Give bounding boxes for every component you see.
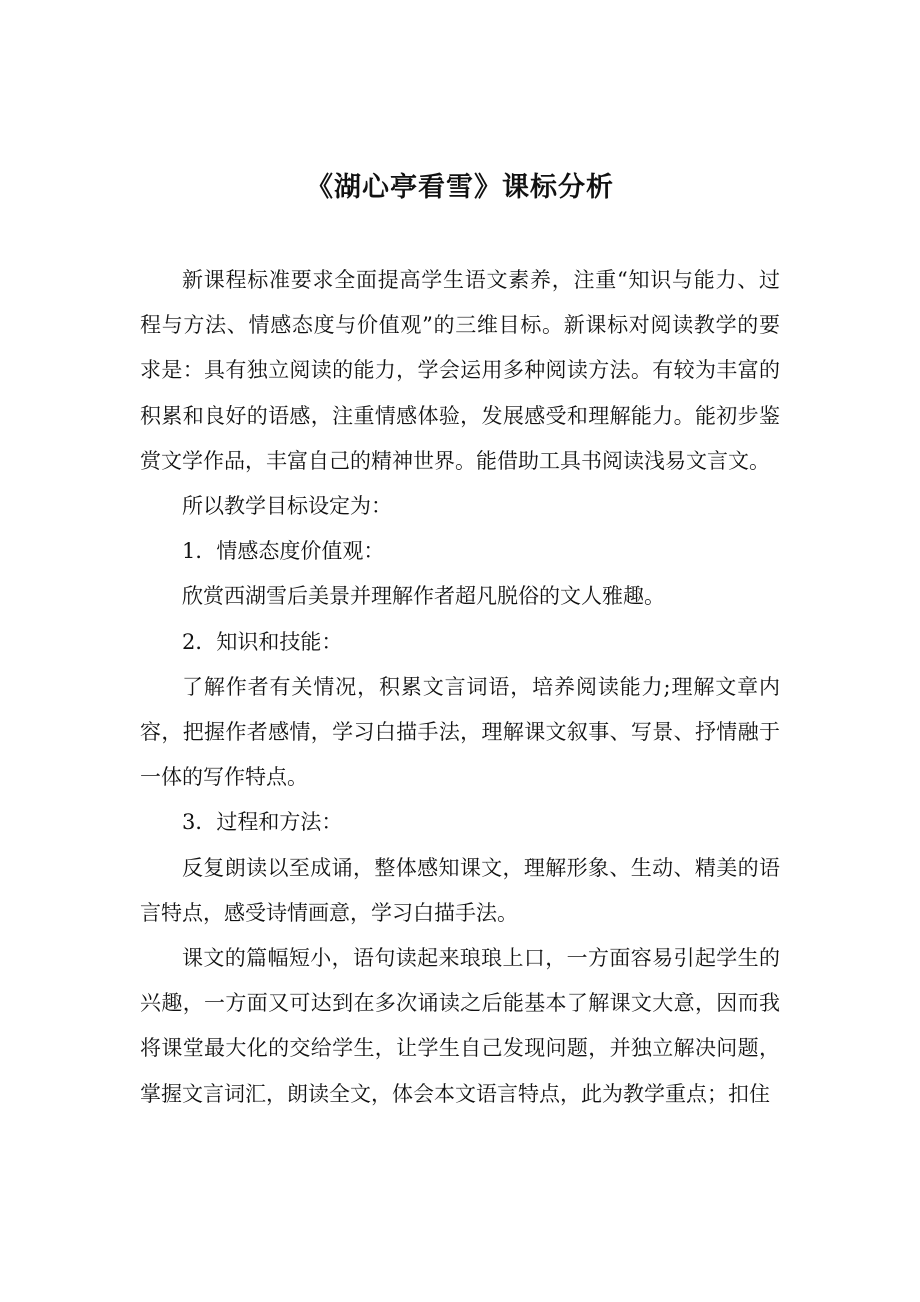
heading-emotion-values: 1．情感态度价值观： <box>182 539 385 564</box>
heading-process-methods: 3．过程和方法： <box>182 810 343 835</box>
document-title: 《湖心亭看雪》课标分析 <box>306 172 614 203</box>
paragraph-teaching-focus: 课文的篇幅短小，语句读起来琅琅上口，一方面容易引起学生的兴趣，一方面又可达到在多次诵读之后能基本了解课文大意，因而我将课堂最大化的交给学生，让学生自己发现问题，并独立解决问题，掌握文言词汇，朗读全文，体会本文语言特点，此为教学重点；扣住 <box>140 946 780 1106</box>
heading-knowledge-skills: 2．知识和技能： <box>182 629 343 654</box>
paragraph-emotion-values: 欣赏西湖雪后美景并理解作者超凡脱俗的文人雅趣。 <box>182 584 665 609</box>
paragraph-process-methods: 反复朗读以至成诵，整体感知课文，理解形象、生动、精美的语言特点，感受诗情画意，学习白描手法。 <box>140 855 780 925</box>
paragraph-knowledge-skills: 了解作者有关情况，积累文言词语，培养阅读能力;理解文章内容，把握作者感情，学习白描手法，理解课文叙事、写景、抒情融于一体的写作特点。 <box>140 674 780 790</box>
paragraph-goal-intro: 所以教学目标设定为： <box>182 494 392 519</box>
paragraph-curriculum-standard: 新课程标准要求全面提高学生语文素养，注重“知识与能力、过程与方法、情感态度与价值观”的三维目标。新课标对阅读教学的要求是：具有独立阅读的能力，学会运用多种阅读方法。有较为丰富的积累和良好的语感，注重情感体验，发展感受和理解能力。能初步鉴赏文学作品，丰富自己的精神世界。能借助工具书阅读浅易文言文。 <box>140 268 780 473</box>
document-body <box>140 258 780 1117</box>
